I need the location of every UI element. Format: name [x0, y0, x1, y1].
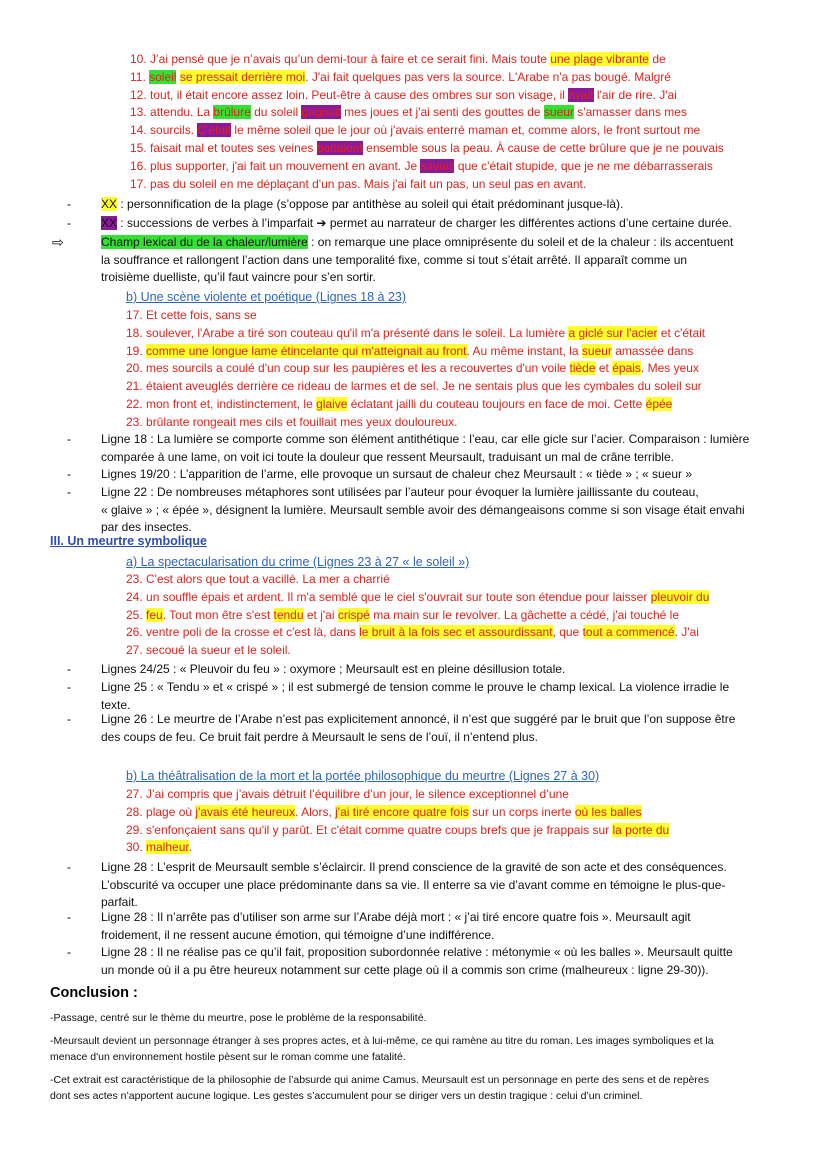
highlighted-word: gagnait: [301, 105, 341, 120]
excerpt-line: [130, 140, 724, 158]
highlighted-word: savais: [420, 158, 455, 173]
legend-purple-text: : successions de verbes à l’imparfait ➔ permet au narrateur de charger les différentes actions d’une certaine durée.: [117, 216, 732, 230]
note-line: un monde où il a pu être heureux notamment sur cette plage où il a commis son crime (malheureux : ligne 29-30)).: [101, 962, 709, 977]
bullet-dash: -: [67, 680, 71, 694]
excerpt-text: et c'était: [657, 325, 706, 340]
highlighted-word: crispé: [337, 607, 370, 622]
highlighted-word: j'ai tiré encore quatre fois: [335, 804, 469, 819]
note-line: froidement, il ne ressent aucune émotion, qui témoigne d’une indifférence.: [101, 927, 495, 942]
excerpt-line: [126, 589, 709, 607]
excerpt-line: [126, 307, 257, 325]
excerpt-text: 17. pas du soleil en me déplaçant d'un pas. Mais j'ai fait un pas, un seul pas en avant.: [130, 176, 587, 191]
excerpt-text: 16. plus supporter, j'ai fait un mouvement en avant. Je: [130, 158, 421, 173]
excerpt-text: s'amasser dans mes: [573, 105, 687, 120]
excerpt-text: 28. plage où: [126, 804, 196, 819]
excerpt-text: . Alors,: [295, 804, 336, 819]
conclusion-line: -Meursault devient un personnage étranger à ses propres actes, et à lui-même, ce qui ramène au titre du roman. Les images symboliques et la: [50, 1035, 714, 1047]
highlighted-word: où les balles: [574, 804, 642, 819]
highlighted-word: tout a commencé: [582, 625, 675, 640]
note-line: L’obscurité va occuper une place prédominante dans sa vie. Il enterre sa vie d’avant comme en témoigne le plus-que-: [101, 877, 726, 892]
section-title-meurtre: III. Un meurtre symbolique: [50, 534, 207, 548]
highlighted-word: épais: [612, 361, 641, 376]
bullet-dash: -: [67, 712, 71, 726]
excerpt-line: [130, 104, 687, 122]
excerpt-text: 19.: [126, 343, 147, 358]
champ-lexical-label: Champ lexical du de la chaleur/lumière: [101, 235, 308, 249]
excerpt-line: [126, 378, 702, 396]
excerpt-line: [130, 158, 713, 176]
excerpt-text: 24. un souffle épais et ardent. Il m'a semblé que le ciel s'ouvrait sur toute son étendue pour laisser: [126, 589, 651, 604]
excerpt-line: [130, 87, 677, 105]
excerpt-line: [126, 325, 705, 343]
champ-lexical-line1: [101, 234, 733, 252]
highlighted-word: comme une longue lame étincelante qui m'atteignait au front: [146, 343, 467, 358]
legend-yellow-swatch: XX: [101, 197, 118, 211]
excerpt-line: [126, 642, 291, 660]
excerpt-line: [126, 786, 569, 804]
excerpt-text: 27. J’ai compris que j’avais détruit l’équilibre d’un jour, le silence exceptionnel d’une: [126, 787, 569, 801]
note-line: Ligne 22 : De nombreuses métaphores sont utilisées par l’auteur pour évoquer la lumière jaillissante du couteau,: [101, 485, 699, 499]
legend-purple: [101, 215, 732, 233]
note-line: parfait.: [101, 895, 138, 909]
excerpt-text: 21. étaient aveuglés derrière ce rideau de larmes et de sel. Je ne sentais plus que les cymbales du soleil sur: [126, 379, 702, 394]
excerpt-text: 22. mon front et, indistinctement, le: [126, 397, 317, 411]
highlighted-word: sueur: [581, 343, 612, 358]
champ-lexical-line3: troisième duelliste, qu’il faut vaincre pour s’en sortir.: [101, 270, 376, 284]
highlighted-word: malheur: [146, 840, 189, 855]
subtitle-theatralisation: b) La théâtralisation de la mort et la portée philosophique du meurtre (Lignes 27 à 30): [126, 769, 600, 783]
arrow-icon: ⇨: [52, 234, 64, 250]
excerpt-text: ma main sur le revolver. La gâchette a cédé, j'ai touché le: [369, 607, 679, 622]
note-line: comparée à une lame, on voit ici toute la douleur que ressent Meursault, traduisant un mal de crâne terrible.: [101, 449, 674, 464]
bullet-dash: -: [67, 662, 71, 676]
excerpt-text: éclatant jailli du couteau toujours en face de moi. Cette: [347, 397, 646, 411]
note-line: Lignes 19/20 : L’apparition de l’arme, elle provoque un sursaut de chaleur chez Meursault : « tiède » ; « sueur »: [101, 467, 693, 481]
excerpt-text: 15. faisait mal et toutes ses veines: [130, 141, 317, 155]
highlighted-word: brûlure: [213, 105, 251, 120]
excerpt-text: que c'était stupide, que je ne me débarrasserais: [454, 158, 713, 173]
highlighted-word: a giclé sur l'acier: [568, 325, 658, 340]
subtitle-spectacularisation: a) La spectacularisation du crime (Lignes 23 à 27 « le soleil »): [126, 555, 470, 569]
bullet-dash: -: [67, 910, 71, 924]
excerpt-line: [126, 396, 672, 414]
conclusion-line: dont ses actes n’apportent aucune logique. Les gestes s’accumulent pour se diriger vers un destin tragique : celui d’un criminel.: [50, 1090, 643, 1102]
note-line: Ligne 28 : Il ne réalise pas ce qu’il fait, proposition subordonnée relative : métonymie « où les balles ». Meursault quitte: [101, 945, 733, 959]
highlighted-word: j'avais été heureux: [195, 804, 296, 819]
excerpt-line: [130, 122, 700, 140]
highlighted-word: glaive: [316, 397, 348, 411]
excerpt-text: et: [595, 361, 613, 376]
note-line: « glaive » ; « épée », désignent la lumière. Meursault semble avoir des démangeaisons comme si son visage était envahi: [101, 502, 745, 517]
highlighted-word: battaient: [316, 141, 363, 155]
excerpt-text: amassée dans: [611, 343, 694, 358]
excerpt-text: 30.: [126, 840, 147, 855]
excerpt-text: 23. C'est alors que tout a vacillé. La mer a charrié: [126, 572, 390, 586]
excerpt-text: de: [648, 52, 666, 66]
note-line: Ligne 25 : « Tendu » et « crispé » ; il est submergé de tension comme le prouve le champ lexical. La violence irradie le: [101, 680, 730, 694]
highlighted-word: pleuvoir du: [650, 589, 710, 604]
note-line: Lignes 24/25 : « Pleuvoir du feu » : oxymore ; Meursault est en pleine désillusion totale.: [101, 662, 566, 676]
highlighted-word: soleil: [149, 69, 177, 84]
excerpt-text: 26. ventre poli de la crosse et c'est là, dans: [126, 625, 360, 640]
excerpt-text: 27. secoué la sueur et le soleil.: [126, 643, 291, 658]
excerpt-line: [130, 51, 666, 69]
conclusion-line: menace d'un environnement hostile pèsent sur le roman comme une fatalité.: [50, 1051, 406, 1063]
excerpt-text: du soleil: [250, 105, 302, 120]
excerpt-text: , que: [552, 625, 583, 640]
bullet-dash: -: [67, 860, 71, 874]
excerpt-text: mes joues et j'ai senti des gouttes de: [340, 105, 544, 120]
excerpt-line: [126, 414, 458, 432]
conclusion-line: -Passage, centré sur le thème du meurtre, pose le problème de la responsabilité.: [50, 1012, 427, 1024]
legend-yellow: [101, 196, 623, 214]
excerpt-text: . Au même instant, la: [466, 343, 582, 358]
excerpt-text: l'air de rire. J'ai: [593, 87, 677, 102]
subtitle-scene-violente: b) Une scène violente et poétique (Lignes 18 à 23): [126, 290, 407, 304]
champ-lexical-line2: la souffrance et rallongent l’action dans une temporalité fixe, comme si tout s’était arrêté. Il apparaît comme un: [101, 253, 688, 267]
note-line: texte.: [101, 697, 131, 712]
excerpt-text: . J'ai: [674, 625, 699, 640]
excerpt-text: 11.: [130, 69, 150, 84]
bullet-dash: -: [67, 467, 71, 481]
excerpt-line: [130, 69, 671, 87]
note-line: Ligne 28 : Il n’arrête pas d’utiliser son arme sur l’Arabe déjà mort : « j’ai tiré encore quatre fois ». Meursault agit: [101, 910, 691, 924]
highlighted-word: épée: [645, 397, 673, 411]
highlighted-word: le bruit à la fois sec et assourdissant: [359, 625, 553, 640]
conclusion-title: Conclusion :: [50, 985, 138, 1001]
champ-lexical-text: : on remarque une place omniprésente du soleil et de la chaleur : ils accentuent: [307, 235, 734, 249]
bullet-dash: -: [67, 216, 71, 230]
excerpt-text: ensemble sous la peau. À cause de cette brûlure que je ne pouvais: [362, 141, 724, 155]
legend-purple-swatch: XX: [101, 216, 118, 230]
note-line: Ligne 28 : L’esprit de Meursault semble s’éclaircir. Il prend conscience de la gravité de son acte et des conséquences.: [101, 860, 727, 874]
excerpt-text: 10. J’ai pensé que je n’avais qu’un demi-tour à faire et ce serait fini. Mais toute: [130, 52, 551, 66]
excerpt-text: .: [188, 840, 193, 855]
excerpt-text: 20. mes sourcils a coulé d'un coup sur les paupières et les a recouvertes d'un voile: [126, 361, 570, 376]
note-line: Ligne 18 : La lumière se comporte comme son élément antithétique : l’eau, car elle gicle sur l’acier. Comparaison : lumière: [101, 432, 750, 446]
conclusion-line: -Cet extrait est caractéristique de la philosophie de l’absurde qui anime Camus. Meursault est un personnage en perte des sens et de repères: [50, 1074, 709, 1086]
note-line: par des insectes.: [101, 520, 192, 534]
excerpt-line: [126, 343, 693, 361]
highlighted-word: avait: [568, 87, 594, 102]
highlighted-word: tiède: [569, 361, 596, 376]
excerpt-line: [126, 360, 699, 378]
excerpt-text: . Mes yeux: [640, 361, 699, 376]
excerpt-line: [130, 176, 586, 194]
highlighted-word: la porte du: [612, 822, 670, 837]
excerpt-text: 13. attendu. La: [130, 105, 214, 120]
highlighted-word: se pressait derrière moi: [179, 69, 306, 84]
excerpt-line: [126, 839, 192, 857]
excerpt-text: 23. brûlante rongeait mes cils et fouillait mes yeux douloureux.: [126, 414, 458, 429]
excerpt-text: 14. sourcils.: [130, 123, 198, 138]
highlighted-word: C'était: [197, 123, 231, 138]
legend-yellow-text: : personnification de la plage (s’oppose par antithèse au soleil qui était prédominant jusque-là).: [117, 197, 624, 211]
excerpt-text: . J'ai fait quelques pas vers la source. L'Arabe n'a pas bougé. Malgré: [305, 69, 671, 84]
highlighted-word: tendu: [273, 607, 304, 622]
excerpt-text: . Tout mon être s'est: [162, 607, 274, 622]
highlighted-word: feu: [146, 607, 163, 622]
excerpt-text: 17. Et cette fois, sans se: [126, 308, 257, 322]
highlighted-word: une plage vibrante: [550, 52, 649, 66]
excerpt-text: et j'ai: [303, 607, 338, 622]
excerpt-text: 25.: [126, 607, 147, 622]
excerpt-line: [126, 624, 699, 642]
note-line: des coups de feu. Ce bruit fait perdre à Meursault le sens de l’ouï, il n’entend plus.: [101, 729, 538, 744]
excerpt-line: [126, 822, 669, 840]
excerpt-text: 18. soulever, l'Arabe a tiré son couteau qu'il m'a présenté dans le soleil. La lumière: [126, 325, 569, 340]
excerpt-text: le même soleil que le jour où j'avais enterré maman et, comme alors, le front surtout me: [231, 123, 701, 138]
excerpt-text: 29. s'enfonçaient sans qu'il y parût. Et c'était comme quatre coups brefs que je frappais sur: [126, 822, 613, 837]
bullet-dash: -: [67, 197, 71, 211]
bullet-dash: -: [67, 485, 71, 499]
excerpt-line: [126, 607, 679, 625]
excerpt-line: [126, 571, 390, 589]
bullet-dash: -: [67, 432, 71, 446]
excerpt-text: 12. tout, il était encore assez loin. Peut-être à cause des ombres sur son visage, il: [130, 87, 569, 102]
excerpt-text: sur un corps inerte: [468, 804, 575, 819]
highlighted-word: sueur: [543, 105, 574, 120]
bullet-dash: -: [67, 945, 71, 959]
excerpt-line: [126, 804, 642, 822]
note-line: Ligne 26 : Le meurtre de l’Arabe n’est pas explicitement annoncé, il n’est que suggéré par le bruit que l’on suppose être: [101, 712, 736, 726]
